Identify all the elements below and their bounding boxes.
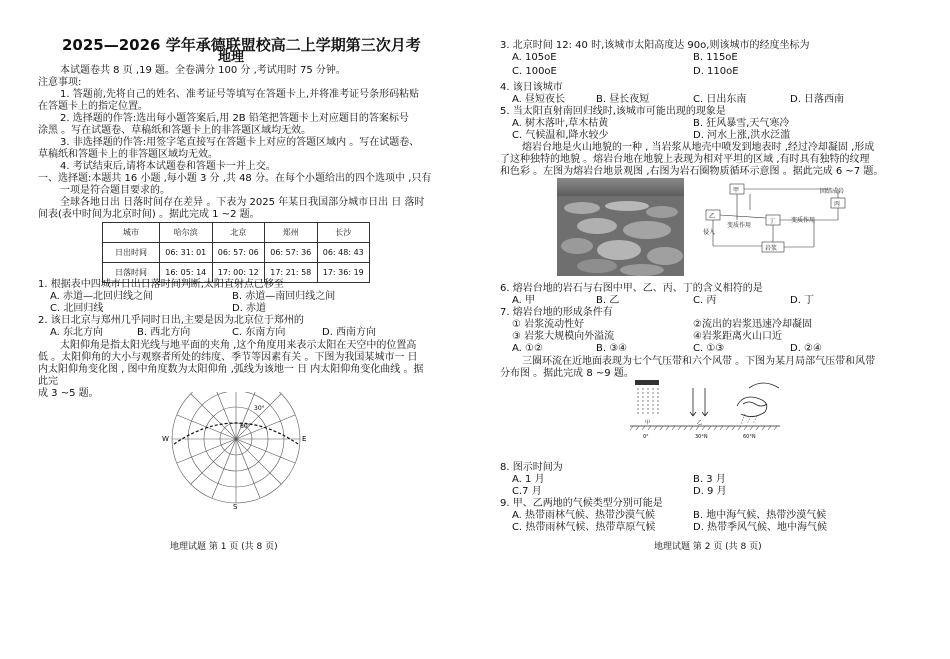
label-yi-wind: 乙 (697, 420, 703, 426)
table-cell: 17: 21: 58 (265, 263, 318, 283)
q1-option-c: C. 北回归线 (50, 303, 104, 314)
table-row (103, 223, 370, 243)
stem-8b: 分布图 。据此完成 8 ~9 题。 (500, 368, 634, 379)
question-5: 5. 当太阳直射南回归线时,该城市可能出现的现象是 (500, 106, 726, 117)
q8-option-a: A. 1 月 (512, 474, 545, 485)
table-cell: 日出时间 (103, 243, 160, 263)
notice-4: 4. 考试结束后,请将本试题卷和答题卡一并上交。 (60, 161, 276, 172)
q7-option-c: C. ①③ (693, 343, 725, 354)
notice-3a: 3. 非选择题的作答:用签字笔直接写在答题卡上对应的答题区域内 。写在试题卷、 (60, 137, 420, 148)
table-header: 北京 (212, 223, 265, 243)
q7-option-b: B. ③④ (596, 343, 628, 354)
table-cell: 06: 48: 43 (317, 243, 370, 263)
exam-subject: 地理 (218, 50, 245, 65)
angle-30-label: 30° (254, 405, 265, 412)
table-cell: 17: 36: 19 (317, 263, 370, 283)
sun-elevation-diagram (152, 392, 320, 510)
east-label: E (302, 435, 307, 443)
stem-6b: 了这种独特的地貌 。熔岩台地在地貌上表现为相对平坦的区域 ,有时具有独特的纹理 (500, 154, 870, 165)
sunrise-table (102, 222, 370, 283)
q8-option-d: D. 9 月 (693, 486, 727, 497)
rock-cycle-diagram (694, 180, 854, 276)
q9-option-b: B. 地中海气候、热带沙漠气候 (693, 510, 827, 521)
table-cell: 06: 31: 01 (160, 243, 213, 263)
q6-option-b: B. 乙 (596, 295, 620, 306)
table-header: 哈尔滨 (160, 223, 213, 243)
q1-option-b: B. 赤道—南回归线之间 (232, 291, 336, 302)
table-header: 郑州 (265, 223, 318, 243)
table-header: 长沙 (317, 223, 370, 243)
stem-3c: 内太阳仰角变化图 , 图中角度数为太阳仰角 ,弧线为该地一 日 内太阳仰角变化曲线 。据 (38, 364, 424, 375)
stem-3e: 成 3 ~5 题。 (38, 388, 99, 399)
question-4: 4. 该日该城市 (500, 82, 563, 93)
q9-option-d: D. 热带季风气候、地中海气候 (693, 522, 828, 533)
label-bing: 丙 (834, 201, 841, 208)
label-yi: 乙 (709, 213, 716, 220)
label-jia-wind: 甲 (645, 420, 651, 426)
stem-6c: 和色彩 。左图为熔岩台地景观图 ,右图为岩石圈物质循环示意图 。据此完成 6 ~7 题。 (500, 166, 884, 177)
q8-option-b: B. 3 月 (693, 474, 726, 485)
table-header: 城市 (103, 223, 160, 243)
q1-option-a: A. 赤道—北回归线之间 (50, 291, 154, 302)
notice-heading: 注意事项: (38, 77, 82, 88)
question-3: 3. 北京时间 12: 40 时,该城市太阳高度达 90o,则该城市的经度坐标为 (500, 40, 810, 51)
stem-3d: 此完 (38, 376, 58, 387)
cloud-bar (635, 380, 659, 385)
label-metamorphism-1: 变质作用 (727, 222, 752, 229)
q3-option-b: B. 115oE (693, 52, 738, 63)
stem-3b: 低 。太阳仰角的大小与观察者所处的纬度、季节等因素有关 。下图为我国某城市一 日 (38, 352, 418, 363)
label-magma: 岩浆 (765, 245, 778, 252)
notice-2a: 2. 选择题的作答:选出每小题答案后,用 2B 铅笔把答题卡上对应题目的答案标号 (60, 113, 409, 124)
angle-60-label: 60° (240, 423, 251, 430)
table-row (103, 243, 370, 263)
lava-plateau-photo (557, 178, 684, 276)
table-cell: 16: 05: 14 (160, 263, 213, 283)
q7-item-4: ④岩浆距离火山口近 (693, 331, 782, 342)
q5-option-d: D. 河水上涨,洪水泛滥 (693, 130, 791, 141)
pressure-wind-diagram (625, 376, 785, 442)
stem-1a: 全球各地日出 日落时间存在差异 。下表为 2025 年某日我国部分城市日出 日 落时 (60, 197, 425, 208)
q6-option-c: C. 丙 (693, 295, 717, 306)
q4-option-c: C. 日出东南 (693, 94, 747, 105)
q2-option-d: D. 西南方向 (322, 327, 377, 338)
q9-option-c: C. 热带雨林气候、热带草原气候 (512, 522, 656, 533)
notice-1b: 在答题卡上的指定位置。 (38, 101, 148, 112)
question-6: 6. 熔岩台地的岩石与右图中甲、乙、丙、丁的含义相符的是 (500, 283, 763, 294)
table-cell: 06: 57: 36 (265, 243, 318, 263)
label-ding: 丁 (769, 218, 776, 225)
q5-option-a: A. 树木落叶,草木枯黄 (512, 118, 609, 129)
question-1: 1. 根据表中四城市日出日落时间判断,太阳直射点已移至 (38, 279, 284, 290)
notice-2b: 涂黑 。写在试题卷、草稿纸和答题卡上的非答题区域均无效。 (38, 125, 312, 136)
q2-option-a: A. 东北方向 (50, 327, 104, 338)
notice-1a: 1. 答题前,先将自己的姓名、准考证号等填写在答题卡上,并将准考证号条形码粘贴 (60, 89, 420, 100)
question-2: 2. 该日北京与郑州几乎同时日出,主要是因为北京位于郑州的 (38, 315, 304, 326)
q6-option-d: D. 丁 (790, 295, 815, 306)
exam-title: 2025—2026 学年承德联盟校高二上学期第三次月考 (62, 36, 421, 54)
section-1a: 一、选择题:本题共 16 小题 ,每小题 3 分 ,共 48 分。在每个小题给出的四个选项中 ,只有 (38, 173, 432, 184)
table-cell: 06: 57: 06 (212, 243, 265, 263)
q7-item-1: ① 岩浆流动性好 (512, 319, 585, 330)
q9-option-a: A. 热带雨林气候、热带沙漠气候 (512, 510, 656, 521)
stem-6a: 熔岩台地是火山地貌的一种 , 当岩浆从地壳中喷发到地表时 ,经过冷却凝固 ,形成 (522, 142, 875, 153)
q7-option-d: D. ②④ (790, 343, 822, 354)
q6-option-a: A. 甲 (512, 295, 536, 306)
label-lithification: 固结成岩 (820, 188, 845, 195)
q3-option-a: A. 105oE (512, 52, 557, 63)
q2-option-c: C. 东南方向 (232, 327, 286, 338)
question-9: 9. 甲、乙两地的气候类型分别可能是 (500, 498, 663, 509)
latitude-0-label: 0° (643, 434, 649, 440)
label-jia: 甲 (733, 187, 740, 194)
table-cell: 17: 00: 12 (212, 263, 265, 283)
table-cell: 日落时间 (103, 263, 160, 283)
label-intrusion: 侵入 (703, 229, 716, 236)
exam-intro: 本试题卷共 8 页 ,19 题。全卷满分 100 分 ,考试用时 75 分钟。 (60, 65, 346, 76)
question-8: 8. 图示时间为 (500, 462, 563, 473)
west-label: W (162, 435, 169, 443)
q8-option-c: C.7 月 (512, 486, 542, 497)
q4-option-b: B. 昼长夜短 (596, 94, 650, 105)
q2-option-b: B. 西北方向 (137, 327, 191, 338)
page-footer-left: 地理试题 第 1 页 (共 8 页) (170, 542, 278, 552)
q5-option-c: C. 气候温和,降水较少 (512, 130, 609, 141)
q4-option-a: A. 昼短夜长 (512, 94, 566, 105)
question-7: 7. 熔岩台地的形成条件有 (500, 307, 613, 318)
q5-option-b: B. 狂风暴雪,天气寒冷 (693, 118, 790, 129)
q3-option-d: D. 110oE (693, 66, 739, 77)
stem-8a: 三圈环流在近地面表现为七个气压带和六个风带 。下图为某月局部气压带和风带 (522, 356, 876, 367)
latitude-60n-label: 60°N (743, 434, 756, 440)
stem-3a: 太阳仰角是指太阳光线与地平面的夹角 ,这个角度用来表示太阳在天空中的位置高 (60, 340, 417, 351)
notice-3b: 草稿纸和答题卡上的非答题区域均无效。 (38, 149, 218, 160)
label-metamorphism-2: 变质作用 (791, 217, 816, 224)
stem-1b: 间表(表中时间为北京时间) 。据此完成 1 ~2 题。 (38, 209, 260, 220)
section-1b: 一项是符合题目要求的。 (60, 185, 170, 196)
q4-option-d: D. 日落西南 (790, 94, 845, 105)
latitude-30n-label: 30°N (695, 434, 708, 440)
q3-option-c: C. 100oE (512, 66, 557, 77)
q7-item-2: ②流出的岩浆迅速冷却凝固 (693, 319, 812, 330)
q1-option-d: D. 赤道 (232, 303, 267, 314)
south-label: S (233, 503, 238, 510)
page-footer-right: 地理试题 第 2 页 (共 8 页) (654, 542, 762, 552)
q7-item-3: ③ 岩浆大规模向外溢流 (512, 331, 615, 342)
q7-option-a: A. ①② (512, 343, 543, 354)
